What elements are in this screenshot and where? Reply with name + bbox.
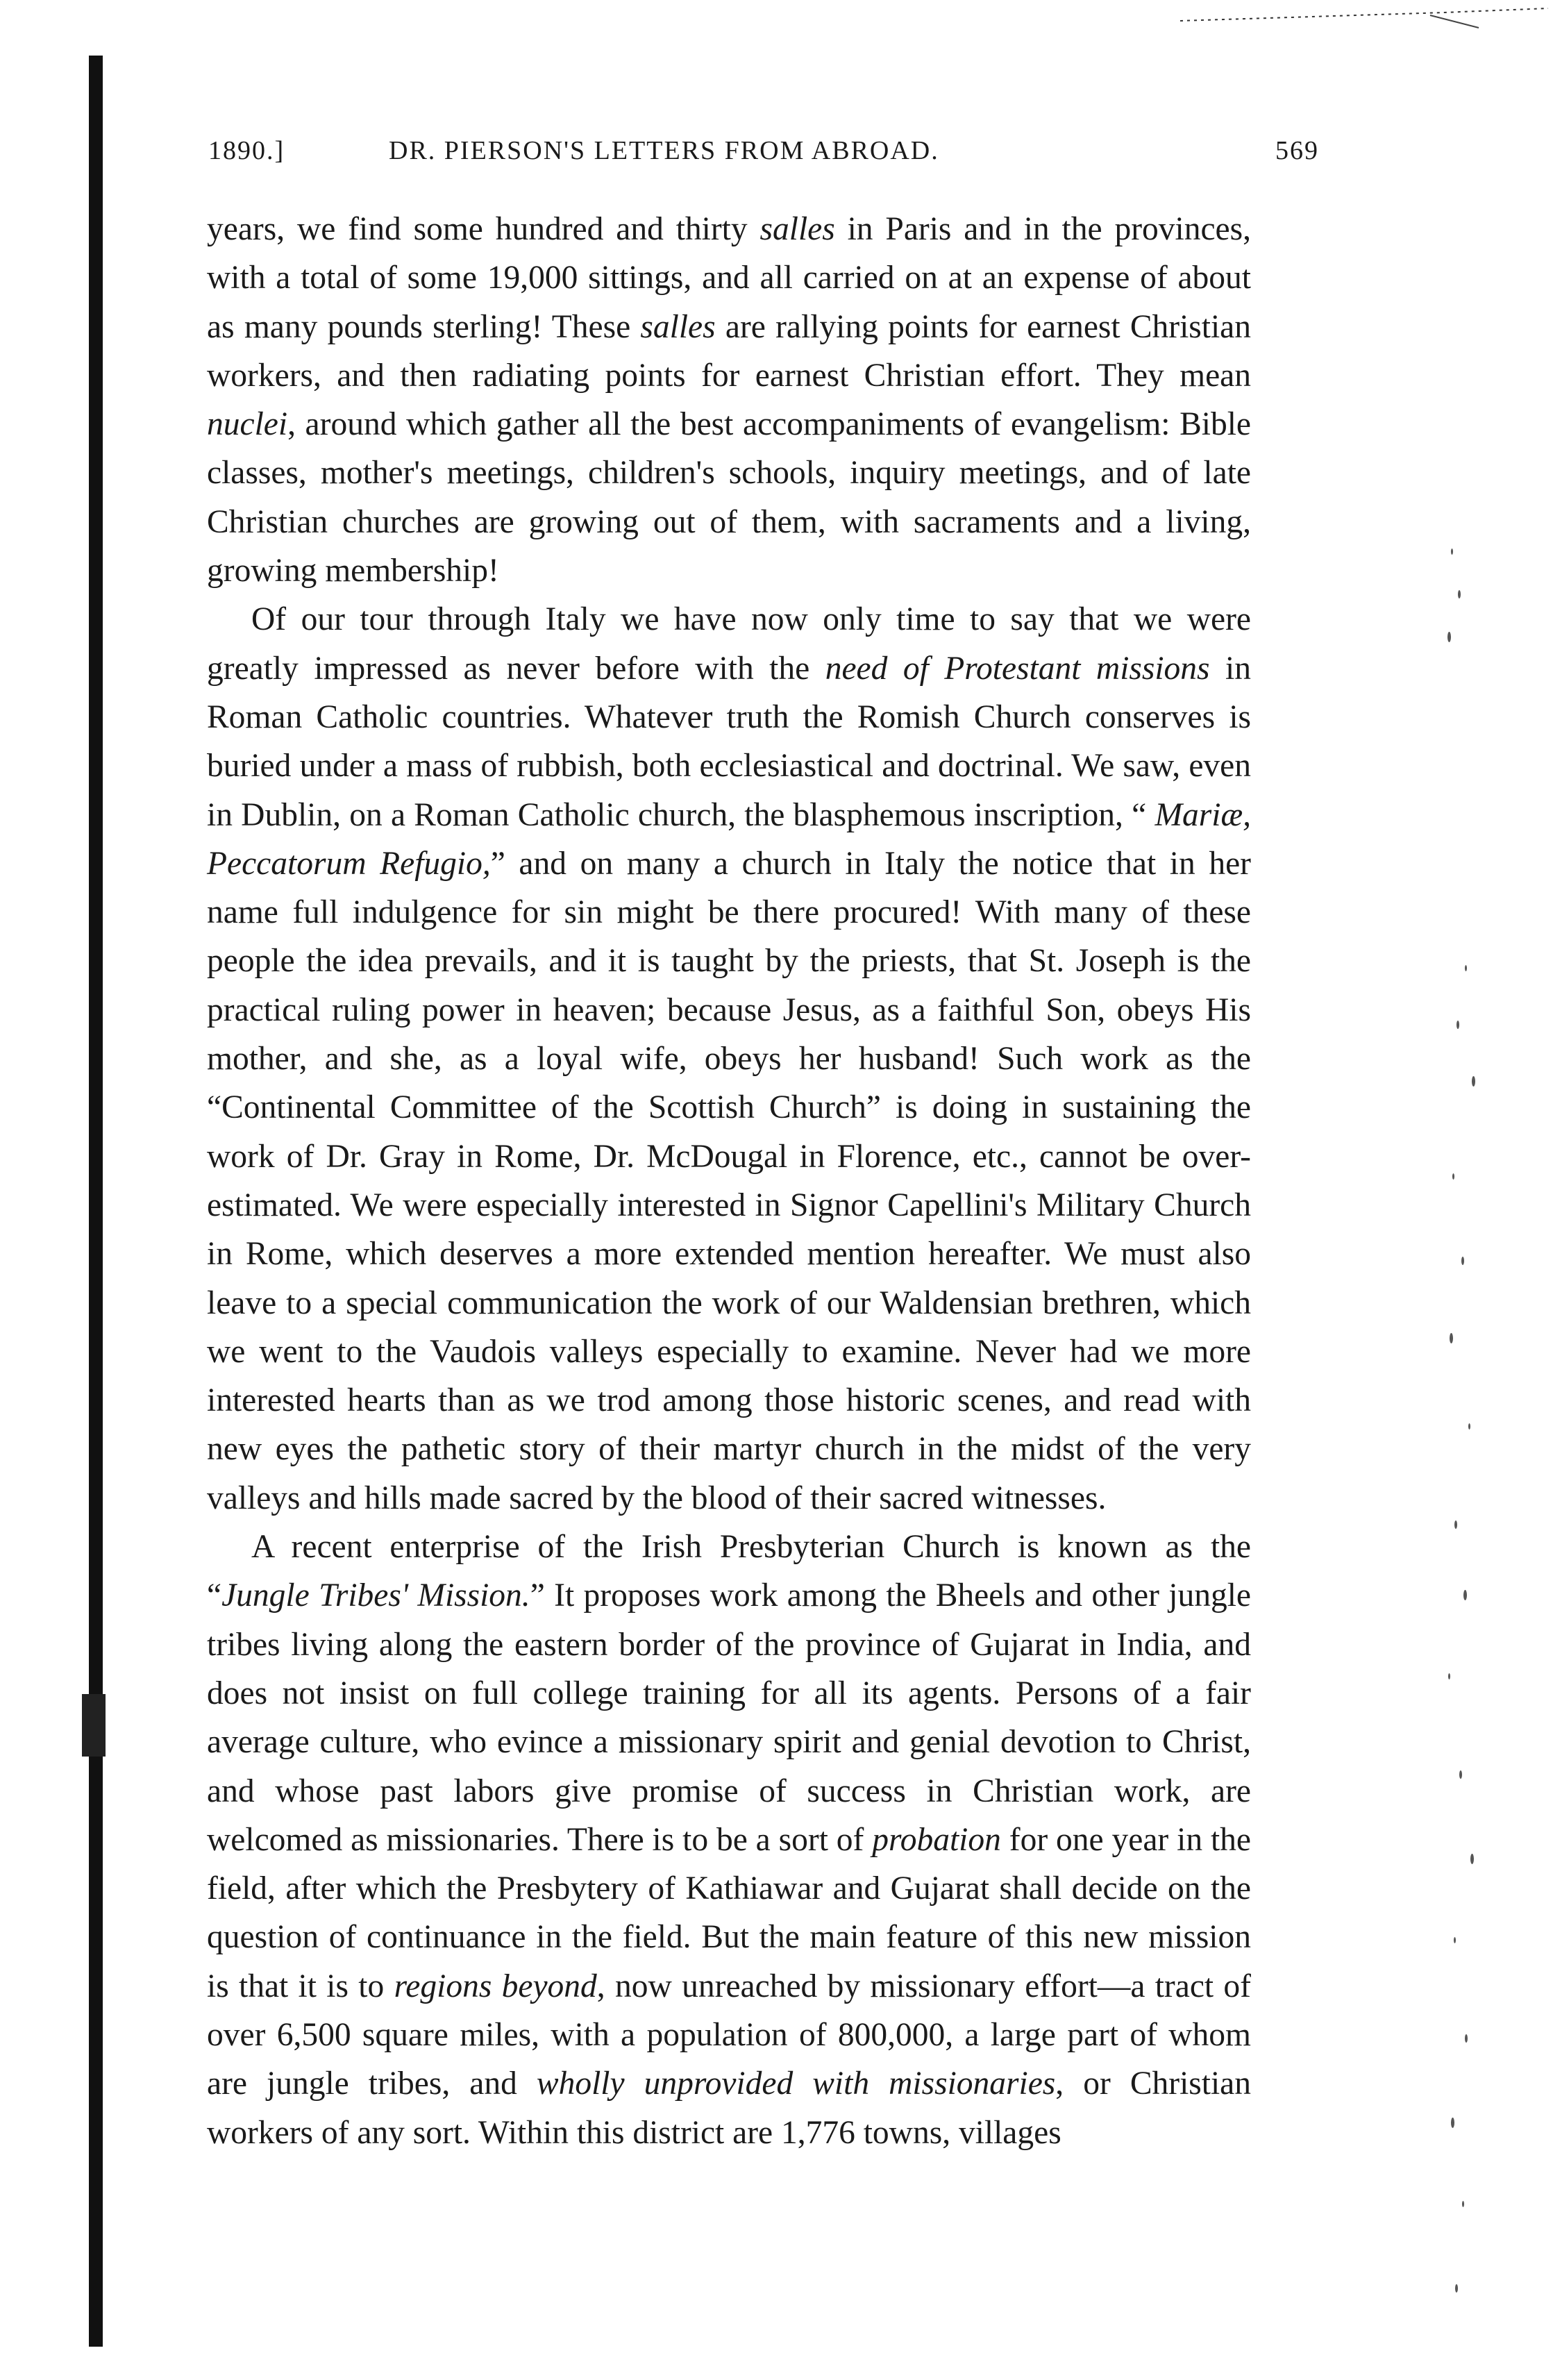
italic-text: salles: [640, 308, 716, 345]
text-run: are rallying points for earnest Christian workers, and then radiating points for earnest Christian effort. They mean: [207, 308, 1251, 394]
scan-speck: [1472, 1076, 1475, 1087]
italic-text: nuclei: [207, 406, 288, 443]
paragraph-p2: [207, 595, 1251, 1523]
italic-text: regions beyond: [394, 1968, 597, 2004]
scan-artifact: [1180, 7, 1548, 35]
italic-text: wholly unprovided with missionaries: [536, 2065, 1056, 2102]
text-run: , now unreached by missionary effort—a tract of over 6,500 square miles, with a population of 800,000, a large part of whom are jungle tribes, and: [207, 1968, 1252, 2102]
scan-speck: [1468, 1423, 1470, 1430]
text-run: , or Christian workers of any sort. Within this district are 1,776 towns, villages: [207, 2065, 1251, 2151]
binding-mark: [82, 1694, 106, 1757]
italic-text: salles: [759, 211, 835, 247]
page-number: 569: [1275, 136, 1319, 165]
scan-speck: [1454, 1520, 1457, 1529]
text-run: ” and on many a church in Italy the notice that in her name full indulgence for sin might be there procured! With many of these people the idea prevails, and it is taught by the priests, that St. Joseph is the practical ruling power in heaven; because Jesus, as a faithful Son, obeys His mother, and she, as a loyal wife, obeys her husband! Such work as the “Continental Committee of the Scottish Church” is doing in sustaining the work of Dr. Gray in Rome, Dr. McDougal in Florence, etc., cannot be over-estimated. We were especially interested in Signor Capellini's Military Church in Rome, which deserves a more extended mention hereafter. We must also leave to a special communication the work of our Waldensian brethren, which we went to the Vaudois valleys especially to examine. Never had we more interested hearts than as we trod among those historic scenes, and read with new eyes the pathetic story of their martyr church in the midst of the very valleys and hills made sacred by the blood of their sacred witnesses.: [207, 845, 1251, 1516]
running-header: [208, 135, 1319, 177]
margin-scan-marks: [1444, 548, 1527, 2354]
scan-speck: [1450, 1333, 1453, 1343]
header-year: 1890.]: [208, 136, 285, 165]
italic-text: probation: [872, 1821, 1001, 1858]
scan-speck: [1463, 1590, 1467, 1600]
scan-speck: [1465, 2034, 1468, 2043]
text-run: years, we find some hundred and thirty: [207, 211, 760, 247]
italic-text: Jungle Tribes' Mission.: [221, 1577, 530, 1614]
scan-speck: [1458, 590, 1461, 598]
text-run: in Roman Catholic countries. Whatever truth the Romish Church conserves is buried under a mass of rubbish, both ecclesiastical and doctrinal. We saw, even in Dublin, on a Roman Catholic church, the blasphemous inscription, “: [207, 650, 1251, 833]
scan-speck: [1455, 2284, 1458, 2293]
text-run: A recent enterprise of the Irish Presbyterian Church is known as the “: [207, 1529, 1251, 1614]
italic-text: Mariæ, Peccatorum Refugio,: [207, 796, 1251, 882]
scan-speck: [1451, 2118, 1454, 2128]
scan-speck: [1470, 1854, 1474, 1864]
text-run: in Paris and in the provinces, with a total of some 19,000 sittings, and all carried on at an expense of about as many pounds sterling! These: [207, 211, 1251, 345]
scan-speck: [1454, 1937, 1456, 1943]
scan-speck: [1451, 548, 1453, 555]
scan-speck: [1459, 1770, 1462, 1779]
text-run: , around which gather all the best accompaniments of evangelism: Bible classes, mother's meetings, children's schools, inquiry meetings, and of late Christian churches are growing out of them, with sacraments and a living, growing membership!: [207, 406, 1251, 589]
scan-speck: [1452, 1173, 1454, 1180]
scan-speck: [1448, 1673, 1450, 1679]
scan-speck: [1462, 2201, 1464, 2207]
text-run: ” It proposes work among the Bheels and other jungle tribes living along the eastern border of the province of Gujarat in India, and does not insist on full college training for all its agents. Persons of a fair average culture, who evince a missionary spirit and genial devotion to Christ, and whose past labors give promise of success in Christian work, are welcomed as missionaries. There is to be a sort of: [207, 1577, 1251, 1858]
italic-text: need of Protestant missions: [825, 650, 1210, 687]
header-title: DR. PIERSON'S LETTERS FROM ABROAD.: [389, 136, 939, 165]
scan-speck: [1461, 1257, 1464, 1265]
text-run: Of our tour through Italy we have now only time to say that we were greatly impressed as never before with the: [207, 601, 1251, 687]
paragraph-p1: [207, 205, 1251, 595]
scan-speck: [1457, 1021, 1459, 1029]
scan-speck: [1447, 632, 1451, 642]
paragraph-p3: [207, 1523, 1251, 2157]
scan-speck: [1465, 965, 1467, 971]
text-run: for one year in the field, after which the Presbytery of Kathiawar and Gujarat shall decide on the question of continuance in the field. But the main feature of this new mission is that it is to: [207, 1821, 1251, 2004]
article-body: [207, 205, 1251, 2157]
book-spine-shadow: [89, 56, 103, 2347]
